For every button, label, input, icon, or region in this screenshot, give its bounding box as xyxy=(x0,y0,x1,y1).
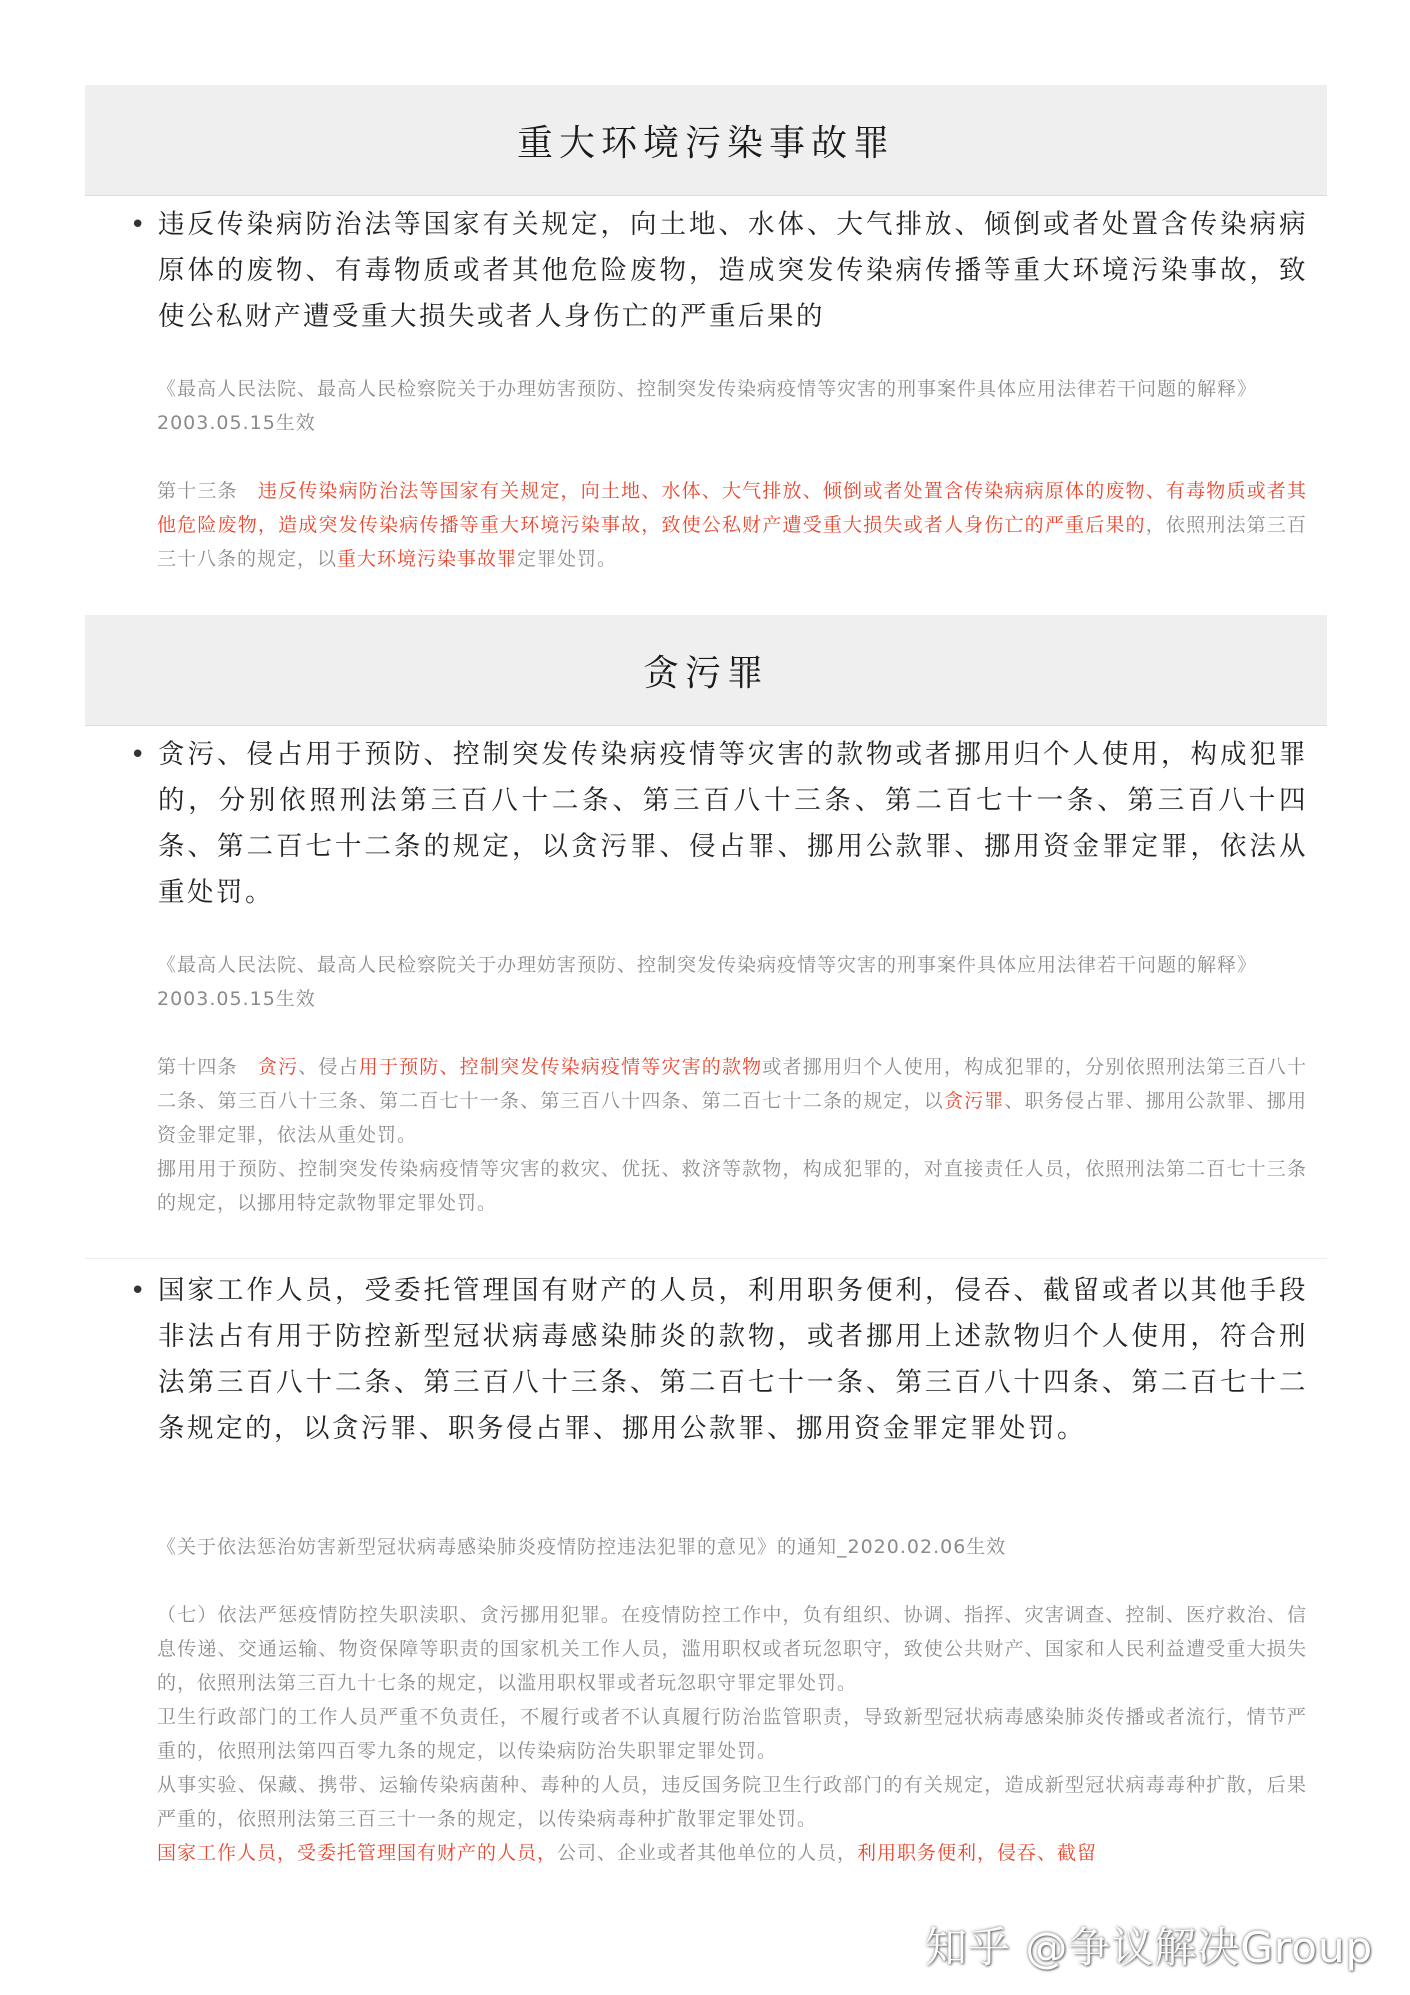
article-detail xyxy=(157,474,1307,576)
detail-text: 、侵占 xyxy=(298,1056,359,1078)
detail-paragraph: 从事实验、保藏、携带、运输传染病菌种、毒种的人员，违反国务院卫生行政部门的有关规定，造成新型冠状病毒毒种扩散，后果严重的，依照刑法第三百三十一条的规定，以传染病毒种扩散罪定罪处罚。 xyxy=(157,1774,1307,1830)
article-number: 第十四条 xyxy=(157,1056,258,1078)
highlight-text: 国家工作人员，受委托管理国有财产的人员， xyxy=(157,1842,558,1864)
section-title: 重大环境污染事故罪 xyxy=(516,122,895,164)
highlight-text: 贪污 xyxy=(257,1056,299,1078)
bullet-icon: • xyxy=(130,210,146,240)
detail-text: 、职务侵占罪、挪用公款罪、挪用资金罪定罪，依法从重处罚。 xyxy=(157,1090,1307,1146)
highlight-text: 贪污罪 xyxy=(943,1090,1005,1112)
highlight-text: 用于预防、控制突发传染病疫情等灾害的款物 xyxy=(358,1056,763,1078)
article-detail xyxy=(157,1050,1307,1220)
detail-paragraph: （七）依法严惩疫情防控失职渎职、贪污挪用犯罪。在疫情防控工作中，负有组织、协调、指挥、灾害调查、控制、医疗救治、信息传递、交通运输、物资保障等职责的国家机关工作人员，滥用职权或者玩忽职守，致使公共财产、国家和人民利益遭受重大损失的，依照刑法第三百九十七条的规定，以滥用职权罪或者玩忽职守罪定罪处罚。 xyxy=(157,1604,1307,1694)
highlight-text: 违反传染病防治法等国家有关规定，向土地、水体、大气排放、倾倒或者处置含传染病病原体的废物、有毒物质或者其他危险废物，造成突发传染病传播等重大环境污染事故，致使公私财产遭受重大损失或者人身伤亡的严重后果的 xyxy=(157,480,1307,536)
bullet-icon: • xyxy=(130,740,146,770)
bullet-text: 贪污、侵占用于预防、控制突发传染病疫情等灾害的款物或者挪用归个人使用，构成犯罪的，分别依照刑法第三百八十二条、第三百八十三条、第二百七十一条、第三百八十四条、第二百七十二条的规定，以贪污罪、侵占罪、挪用公款罪、挪用资金罪定罪，依法从重处罚。 xyxy=(158,739,1308,908)
detail-paragraph: 卫生行政部门的工作人员严重不负责任，不履行或者不认真履行防治监管职责，导致新型冠状病毒感染肺炎传播或者流行，情节严重的，依照刑法第四百零九条的规定，以传染病防治失职罪定罪处罚。 xyxy=(157,1706,1307,1762)
detail-text: 定罪处罚。 xyxy=(517,548,618,570)
detail-paragraph: 挪用用于预防、控制突发传染病疫情等灾害的救灾、优抚、救济等款物，构成犯罪的，对直接责任人员，依照刑法第二百七十三条的规定，以挪用特定款物罪定罪处罚。 xyxy=(157,1158,1307,1214)
source-citation: 《最高人民法院、最高人民检察院关于办理妨害预防、控制突发传染病疫情等灾害的刑事案件具体应用法律若干问题的解释》2003.05.15生效 xyxy=(157,954,1258,1010)
divider xyxy=(85,1258,1327,1259)
source-citation: 《最高人民法院、最高人民检察院关于办理妨害预防、控制突发传染病疫情等灾害的刑事案件具体应用法律若干问题的解释》2003.05.15生效 xyxy=(157,378,1258,434)
bullet-item xyxy=(130,202,1310,340)
bullet-text: 国家工作人员，受委托管理国有财产的人员，利用职务便利，侵吞、截留或者以其他手段非法占有用于防控新型冠状病毒感染肺炎的款物，或者挪用上述款物归个人使用，符合刑法第三百八十二条、第三百八十三条、第二百七十一条、第三百八十四条、第二百七十二条规定的，以贪污罪、职务侵占罪、挪用公款罪、挪用资金罪定罪处罚。 xyxy=(158,1275,1308,1444)
highlight-text: 利用职务便利，侵吞、截留 xyxy=(857,1842,1098,1864)
section-header-embezzlement xyxy=(85,615,1327,726)
bullet-item xyxy=(130,1268,1310,1452)
detail-text: ，依照刑法第三百三十八条的规定，以 xyxy=(157,514,1307,570)
bullet-item xyxy=(130,732,1310,916)
detail-text: 或者挪用归个人使用，构成犯罪的，分别依照刑法第三百八十二条、第三百八十三条、第二百七十一条、第三百八十四条、第二百七十二条的规定，以 xyxy=(157,1056,1307,1112)
source-citation: 《关于依法惩治妨害新型冠状病毒感染肺炎疫情防控违法犯罪的意见》的通知_2020.02.06生效 xyxy=(157,1536,1007,1558)
highlight-text: 重大环境污染事故罪 xyxy=(337,548,518,570)
section-header-environment xyxy=(85,85,1327,196)
section-title: 贪污罪 xyxy=(642,652,769,694)
article-number: 第十三条 xyxy=(157,480,258,502)
detail-text: 公司、企业或者其他单位的人员， xyxy=(557,1842,858,1864)
bullet-text: 违反传染病防治法等国家有关规定，向土地、水体、大气排放、倾倒或者处置含传染病病原体的废物、有毒物质或者其他危险废物，造成突发传染病传播等重大环境污染事故，致使公私财产遭受重大损失或者人身伤亡的严重后果的 xyxy=(158,209,1308,332)
article-detail xyxy=(157,1598,1307,1870)
zhihu-watermark: 知乎 @争议解决Group xyxy=(925,1923,1374,1972)
bullet-icon: • xyxy=(130,1276,146,1306)
